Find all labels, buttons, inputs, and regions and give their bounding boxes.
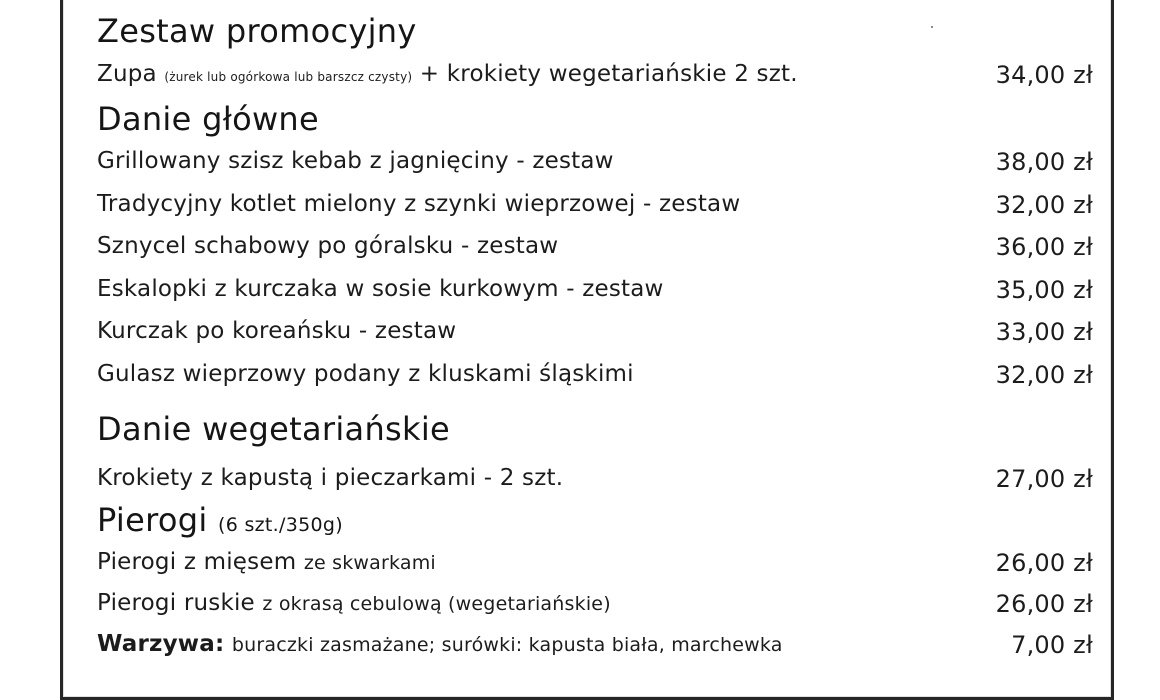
menu-item-name: Tradycyjny kotlet mielony z szynki wieprzowej - zestaw bbox=[97, 191, 741, 217]
menu-item-name: Krokiety z kapustą i pieczarkami - 2 szt. bbox=[97, 465, 564, 491]
menu-item bbox=[97, 276, 1093, 306]
section-title-veg bbox=[97, 410, 450, 448]
section-title-promo-text: Zestaw promocyjny bbox=[97, 12, 417, 50]
menu-item-name bbox=[97, 549, 436, 575]
section-title-pierogi bbox=[97, 501, 343, 539]
warzywa-label: Warzywa: bbox=[97, 631, 225, 657]
menu-item-name bbox=[97, 590, 611, 616]
menu-item bbox=[97, 148, 1093, 178]
section-title-veg-text: Danie wegetariańskie bbox=[97, 410, 451, 448]
menu-item-extra: ze skwarkami bbox=[303, 552, 436, 574]
menu-item-price: 26,00 zł bbox=[995, 590, 1093, 618]
section-title-pierogi-note: (6 szt./350g) bbox=[218, 514, 343, 536]
menu-item-name-rest: + krokiety wegetariańskie 2 szt. bbox=[419, 61, 798, 87]
menu-item bbox=[97, 233, 1093, 263]
menu-item-name: Grillowany szisz kebab z jagnięciny - zestaw bbox=[97, 148, 614, 174]
menu-item-price: 36,00 zł bbox=[995, 233, 1093, 261]
menu-item bbox=[97, 361, 1093, 391]
menu-item-promo bbox=[97, 61, 1093, 91]
menu-item-name-main: Pierogi ruskie bbox=[97, 590, 255, 616]
menu-item-warzywa bbox=[97, 631, 1093, 661]
menu-item bbox=[97, 318, 1093, 348]
menu-item-price: 33,00 zł bbox=[995, 318, 1093, 346]
menu-item-price: 27,00 zł bbox=[995, 465, 1093, 493]
menu-item-name-main: Pierogi z mięsem bbox=[97, 549, 297, 575]
menu-item-price: 32,00 zł bbox=[995, 191, 1093, 219]
menu-item-name: Gulasz wieprzowy podany z kluskami śląskimi bbox=[97, 361, 634, 387]
section-title-main bbox=[97, 100, 319, 138]
menu-item-name-main: Zupa bbox=[97, 61, 157, 87]
menu-item-price: 26,00 zł bbox=[995, 549, 1093, 577]
section-title-promo bbox=[97, 12, 417, 50]
menu-item-note: (żurek lub ogórkowa lub barszcz czysty) bbox=[164, 70, 413, 84]
menu-item-price: 35,00 zł bbox=[995, 276, 1093, 304]
menu-item bbox=[97, 465, 1093, 495]
section-title-main-text: Danie główne bbox=[97, 100, 320, 138]
menu-item-price: 38,00 zł bbox=[995, 148, 1093, 176]
menu-item-name: Kurczak po koreańsku - zestaw bbox=[97, 318, 457, 344]
warzywa-description: buraczki zasmażane; surówki: kapusta biała, marchewka bbox=[231, 634, 783, 656]
print-speck bbox=[931, 26, 933, 28]
menu-item-price: 7,00 zł bbox=[1011, 631, 1093, 659]
menu-item-price: 34,00 zł bbox=[995, 61, 1093, 89]
section-title-pierogi-text: Pierogi bbox=[97, 501, 208, 539]
menu-item-name: Sznycel schabowy po góralsku - zestaw bbox=[97, 233, 559, 259]
menu-item-price: 32,00 zł bbox=[995, 361, 1093, 389]
menu-item-name bbox=[97, 631, 783, 657]
menu-item-name bbox=[97, 61, 798, 87]
menu-item bbox=[97, 549, 1093, 579]
menu-item-name: Eskalopki z kurczaka w sosie kurkowym - zestaw bbox=[97, 276, 664, 302]
menu-item bbox=[97, 590, 1093, 620]
menu-item-extra: z okrasą cebulową (wegetariańskie) bbox=[262, 593, 611, 615]
menu-item bbox=[97, 191, 1093, 221]
